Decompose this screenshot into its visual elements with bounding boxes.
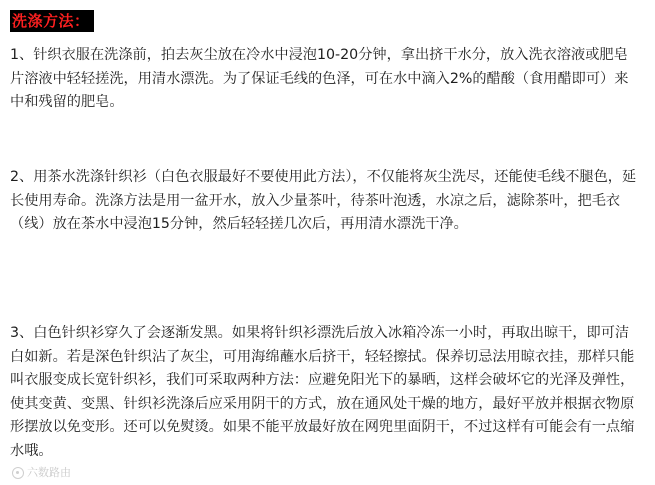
paragraph-1: 1、针织衣服在洗涤前，拍去灰尘放在冷水中浸泡10-20分钟，拿出挤干水分，放入洗衣溶液或肥皂片溶液中轻轻搓洗，用清水漂洗。为了保证毛线的色泽，可在水中滴入2%的醋酸（食用醋即可）来中和残留的肥皂。 (10, 47, 629, 110)
paragraph-3: 3、白色针织衫穿久了会逐渐发黑。如果将针织衫漂洗后放入冰箱冷冻一小时，再取出晾干，即可洁白如新。若是深色针织沾了灰尘，可用海绵蘸水后挤干，轻轻擦拭。保养切忌法用晾衣挂，那样只能叫衣服变成长宽针织衫，我们可采取两种方法：应避免阳光下的暴晒，这样会破坏它的光泽及弹性，使其变黄、变黑、针织衫洗涤后应采用阴干的方式，放在通风处干燥的地方，最好平放并根据衣物原形摆放以免变形。还可以免熨烫。如果不能平放最好放在网兜里面阴干，不过这样有可能会有一点缩水哦。 (10, 325, 635, 459)
section-heading: 洗涤方法： (10, 10, 94, 32)
paragraph-2: 2、用茶水洗涤针织衫（白色衣服最好不要使用此方法），不仅能将灰尘洗尽，还能使毛线不腿色，延长使用寿命。洗涤方法是用一盆开水，放入少量茶叶，待茶叶泡透，水凉之后，滤除茶叶，把毛衣（线）放在茶水中浸泡15分钟，然后轻轻搓几次后，再用清水漂洗干净。 (10, 169, 637, 232)
watermark (12, 466, 71, 480)
watermark-logo-icon (12, 467, 24, 479)
watermark-text: 六数路由 (27, 466, 71, 479)
